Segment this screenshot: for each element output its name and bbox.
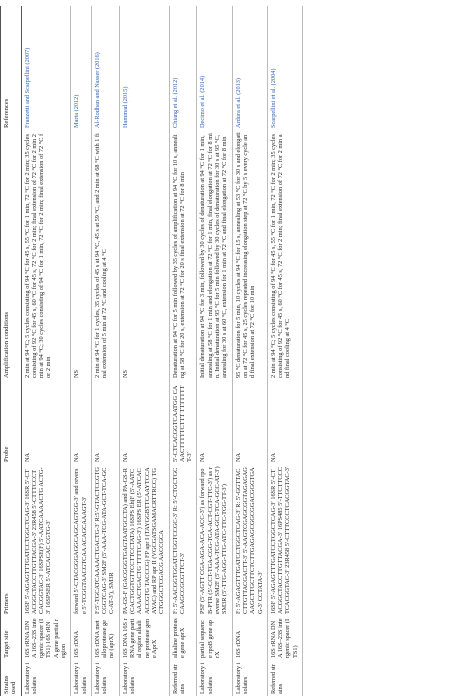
table-row bbox=[119, 6, 169, 696]
cell-primers: F: 5′-AACGGTGGATCTGGTCCGC-3′ R: 5′-CTGCTGCCAAGCCGCGTTCT-3′ bbox=[169, 464, 197, 616]
header-target-site: Target site bbox=[1, 616, 22, 660]
cell-reference-link[interactable]: Franzetti and Scarpellini (2007) bbox=[21, 6, 71, 130]
cell-amplification: NS bbox=[119, 130, 169, 380]
cell-strain: Laboratory isolates bbox=[197, 660, 232, 696]
cell-reference-link[interactable]: Chiang et al. (2012) bbox=[169, 6, 197, 130]
cell-strain: Laboratory isolates bbox=[21, 660, 71, 696]
cell-target: 16S rRNA DNA 16S–23S intergenic spacer (ITS1) 16S rRNA gene partial region bbox=[21, 616, 71, 660]
cell-reference-link[interactable]: Ardura et al. (2013) bbox=[232, 6, 267, 130]
cell-target: alkaline protease gene aprX bbox=[169, 616, 197, 660]
cell-amplification: Denaturation at 94 °C for 5 min followed by 35 cycles of amplification at 94 °C for 10 s, annealing at 58 °C for 20 s, extension at 72 °C for 20 s final extension at 72 °C for 8 min bbox=[169, 130, 197, 380]
cell-strain: Laboratory isolates bbox=[119, 660, 169, 696]
cell-primers: forward 5′-CTACGGGAGGCAGCAGTGG-3′ and reverse 5′-TCGGTAACGTCAA ACAGCAAAGT-3′ bbox=[71, 464, 92, 616]
table-row bbox=[267, 6, 302, 696]
cell-primers: F: 5′-AGAGTTTGATCCTGGCTCAG-3′ R: 5′-GGTTACCTTGTTACGACTT-3′ 5′-AAGTCGAGCGGTAGAGAGAAGCTTGCTTCTCTTGAGAGCGGCGGACGGGTGAG-3′ CCTATA-3′ bbox=[232, 464, 267, 616]
table-row bbox=[169, 6, 197, 696]
header-strains-used: Strains used bbox=[1, 660, 22, 696]
table-row bbox=[21, 6, 71, 696]
cell-primers: PSF (5′-AGTT CGA-AGA-ACA-ACC-3′) as forward rpoB-PTR (5′-CCT-TGA-CGG-TGA-ACT-CGT-TTC-3′) as reverse SM2F (5′-AAA-TCG-ATA-GCT-TCA-GCC-AT-3′) SM3R (5′-TTG-AGG-TTG-ATC-TTC-TGG-TT-3′) bbox=[197, 464, 232, 616]
cell-amplification: 95 °C denaturation for 5 min, 10 cycles at 94 °C for 15 s, annealing at 53 °C for 30 s and elongation at 72 °C for 45 s, 25 cycles repeated increasing elongation step at 72 °C by 5 s every cycle and final extension at 72 °C for 10 min bbox=[232, 130, 267, 380]
cell-target: 16S rDNA metalloprotease gene (aprX) bbox=[91, 616, 119, 660]
cell-probe: 5′-CTCACGGTCAATGG CAAACTTTTTCTTT TTTTTTTT-3′ bbox=[169, 380, 197, 464]
cell-primers: 16SF 5′-AGAGTTTGATCCTGGCTCAG-3′ 16SR 5′-CTACGGCTACCTTGTTACGA-3′ 16PS485 5′-TTCTTCCCTCACGGTAC-3′ 23R458 5′-CTTTCCCTCACGGTAC-3′ bbox=[267, 464, 302, 616]
header-primers: Primers bbox=[1, 464, 22, 616]
cell-target: 16S rRNA DNA 16S–23S intergenic spacer (ITS1) bbox=[267, 616, 302, 660]
cell-strain: Referred strains bbox=[267, 660, 302, 696]
cell-primers: F:5′-TGCATCAAAACTGACTG-3′ R:5′-GTACTCCGTGCGGTCAG-3′ SM2F (5′-AAA-TCG-ATA-GCT-TCA-GCC-AT-3′), SM3R bbox=[91, 464, 119, 616]
cell-strain: Laboratory isolates bbox=[71, 660, 92, 696]
cell-amplification: 2 min at 94 °C; 5 cycles consisting of 94 °C for 45 s, 55 °C for 1 min, 72 °C for 2 min; 35 cycles consisting of 92 °C for 45 s, 60 °C for 45 s, 72 °C for 2 min; final extension of 72 °C for 2 min and final cooling at 4 °C bbox=[267, 130, 302, 380]
table-row bbox=[197, 6, 232, 696]
cell-target: 16S DNA 16S rRNA gene partial region alkaline protease gene AprX bbox=[119, 616, 169, 660]
cell-target: 16S rDNA bbox=[232, 616, 267, 660]
cell-strain: Laboratory isolates bbox=[232, 660, 267, 696]
cell-reference-link[interactable]: Al-Rodhan and Nasser (2016) bbox=[91, 6, 119, 130]
cell-probe: NA bbox=[197, 380, 232, 464]
cell-probe: NA bbox=[91, 380, 119, 464]
cell-probe: NA bbox=[119, 380, 169, 464]
table-row bbox=[91, 6, 119, 696]
cell-primers: PA-GS-F (GACGGGTGAGTAATGCCTA) and PA-GS-R (CACTGGTGTTCCTTCCTATA) 16SPS Eh(F (5′-AATCAAAACTGACTG TTTTCAG-3′) 16SPS ER (5′-ATCACACCGTG TACCCG) FP apr I (TAYGGBTTCAAYTCCAAYAC) and RP apr II (VGCGATSGAMACRTTRCC) TGCTGGGCTCGACG AACCGCA bbox=[119, 464, 169, 616]
cell-amplification: 2 min at 94 °C; 5 cycles consisting of 94 °C for 45 s, 55 °C for 1 min, 72 °C for 2 min; 35 cycles consisting of 92 °C for 45 s, 60 °C for 45 s, 72 °C for 2 min; final extension of 72 °C for 2 min 2 min at 94 °C; 30 cycles consisting of 94 °C for 1 min, 72 °C for 2 min; final extension of 72 °C for 2 min bbox=[21, 130, 71, 380]
cell-target: 16S rDNA bbox=[71, 616, 92, 660]
cell-amplification: Initial denaturation at 94 °C for 3 min, followed by 30 cycles of denaturation at 94 °C for 1 min, annealing at 58 °C for 1 min and elongation at 72 °C for 1 min, final elongation at 72 °C for 8 min. Initial denaturation at 95 °C for 5 min followed by 30 cycles of denaturation for 30 s at 95 °C, annealing for 30 s at 60 °C, extension for 1 min at 72 °C and final elongation at 72 °C for 8 min bbox=[197, 130, 232, 380]
cell-probe: NA bbox=[267, 380, 302, 464]
header-references: References bbox=[1, 6, 22, 130]
header-amplification-conditions: Amplification conditions bbox=[1, 130, 22, 380]
table-row bbox=[71, 6, 92, 696]
cell-amplification: 2 min at 94 °C for 1 cycles, 35 cycles of 45 s at 94 °C, 45 s at 59 °C, and 2 min at 68 °C with 1 final extension of 5 min at 72 °C and cooling at 4 °C bbox=[91, 130, 119, 380]
table-header-row bbox=[1, 6, 22, 696]
amplification-table bbox=[0, 6, 303, 696]
cell-target: partial sequence rpoB gene aprX bbox=[197, 616, 232, 660]
cell-primers: 16SF 5′-AGAGTTTGATCCTGGCTCAG-3′ 16SR 5′-CTACGGCTACCTTGTTACGA-3′ 23R458 5′-CTTTCCCTCACGGTAC-3′ 16SPSE(F) 5′-AATCAAAACTG ACTG-3′ 16SPSER 5′-ATCACAC CGTG-3′ bbox=[21, 464, 71, 616]
cell-reference-link[interactable]: Marta (2012) bbox=[71, 6, 92, 130]
table-row bbox=[232, 6, 267, 696]
header-probe: Probe bbox=[1, 380, 22, 464]
cell-strain: Laboratory isolates bbox=[91, 660, 119, 696]
cell-reference-link[interactable]: Scarpellini et al. (2004) bbox=[267, 6, 302, 130]
cell-probe: NA bbox=[71, 380, 92, 464]
cell-probe: NA bbox=[232, 380, 267, 464]
cell-amplification: NS bbox=[71, 130, 92, 380]
cell-reference-link[interactable]: Hammad (2015) bbox=[119, 6, 169, 130]
cell-probe: NA bbox=[21, 380, 71, 464]
cell-strain: Referred strains bbox=[169, 660, 197, 696]
cell-reference-link[interactable]: Decimo et al. (2014) bbox=[197, 6, 232, 130]
